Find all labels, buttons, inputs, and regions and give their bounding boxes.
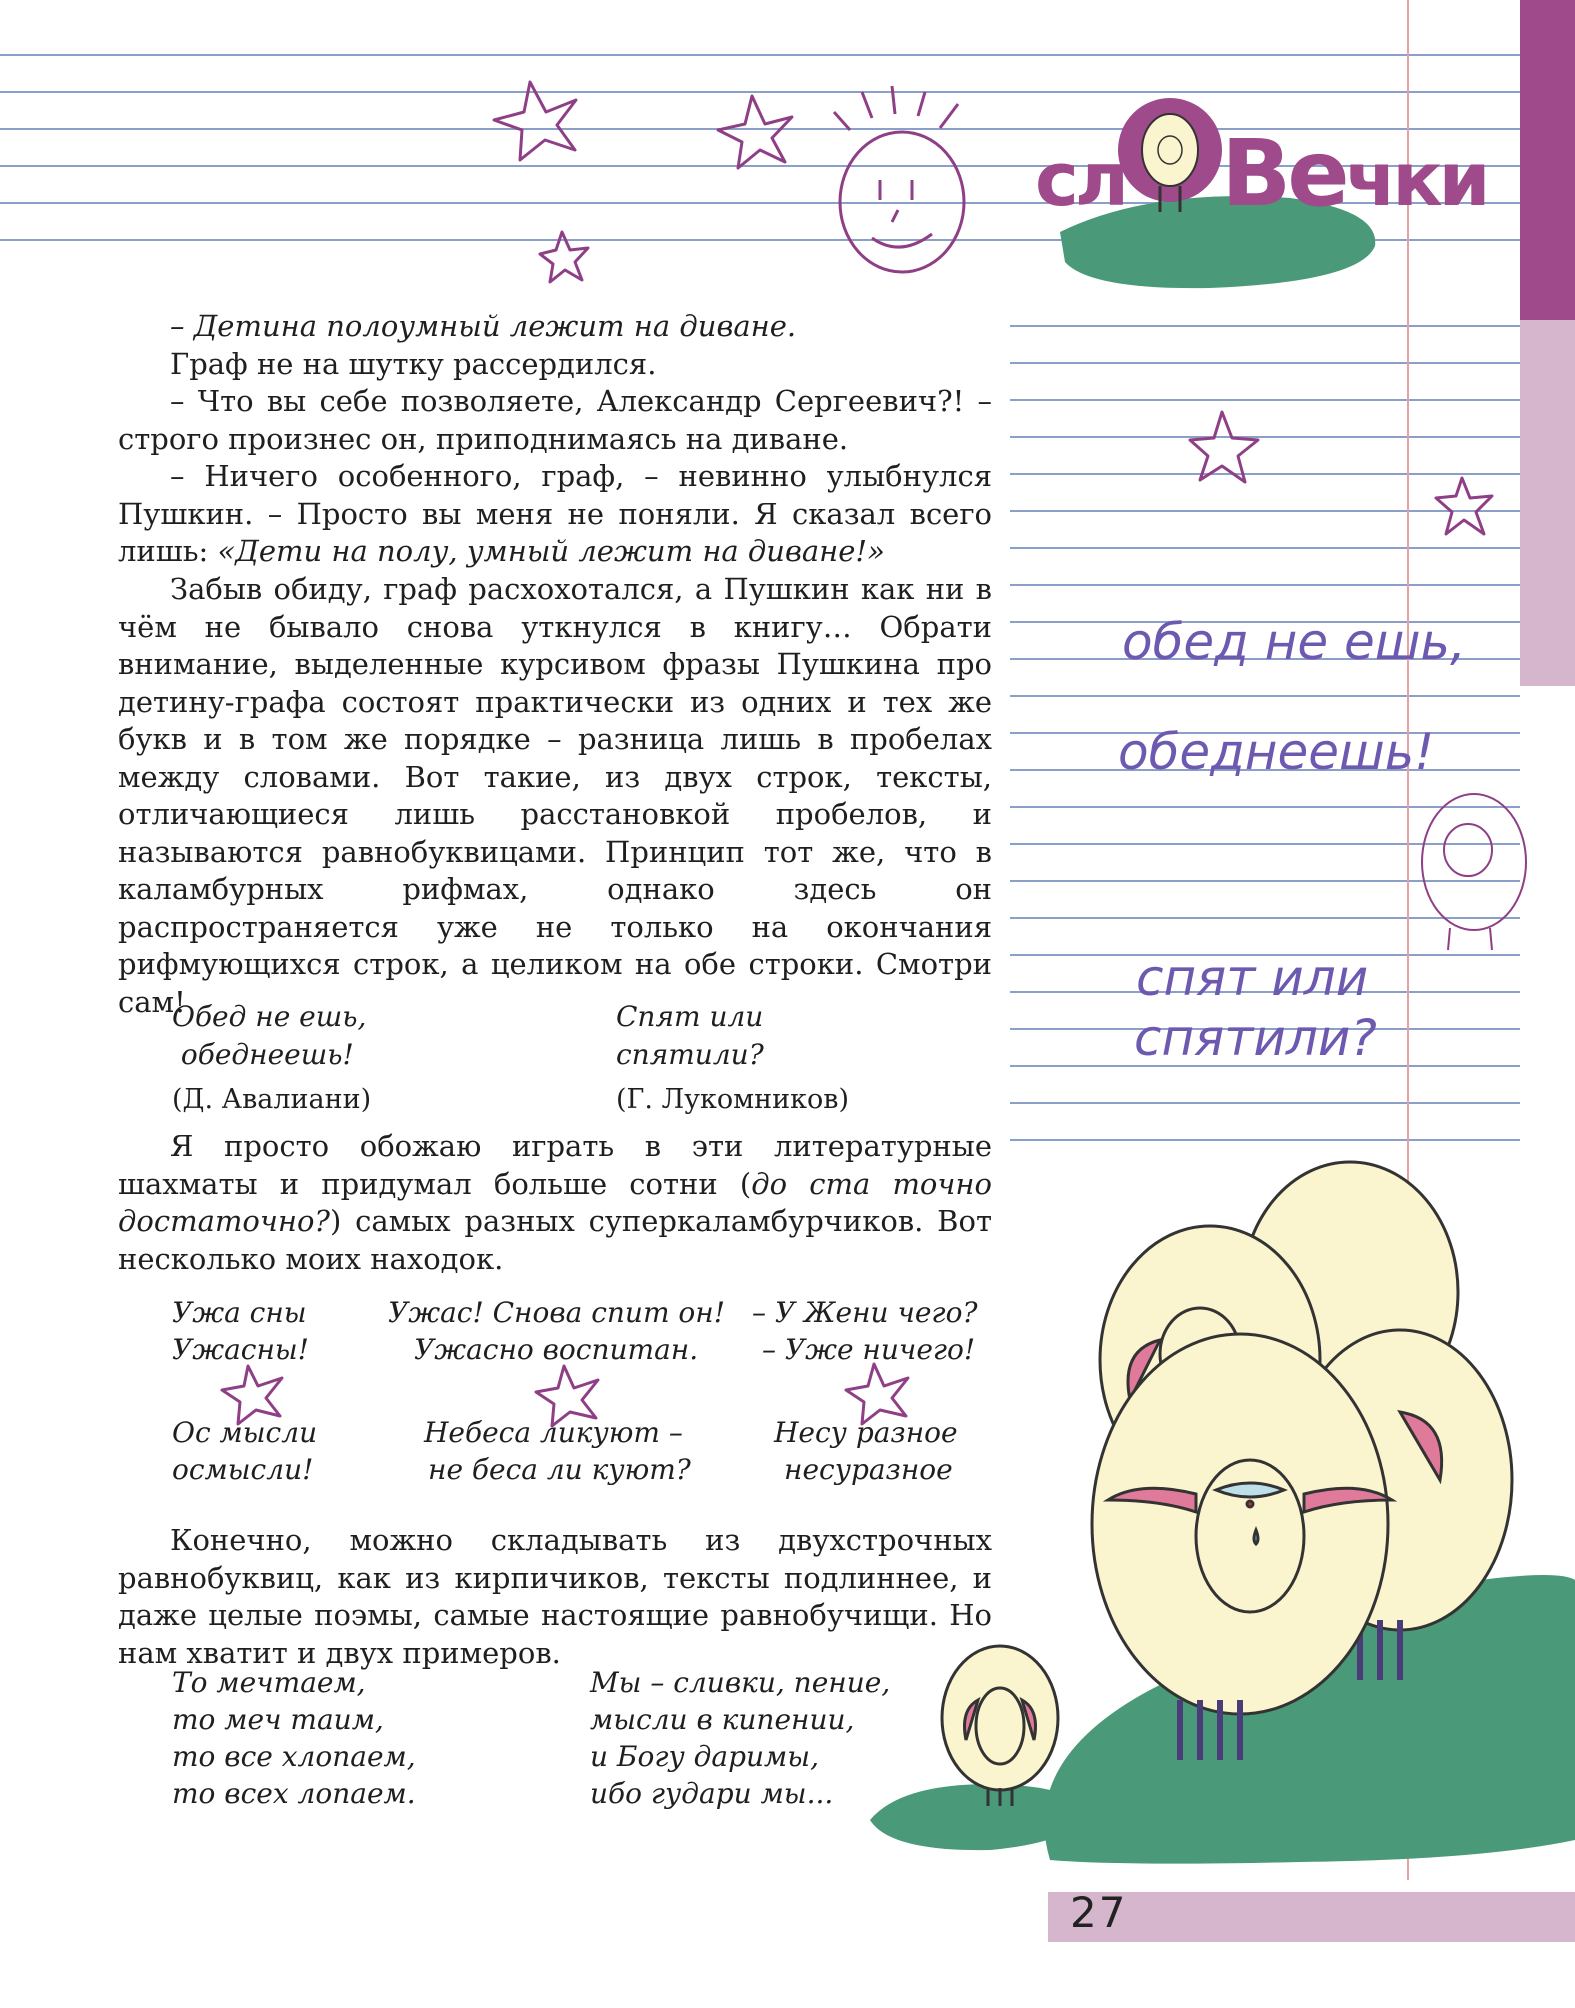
star-doodle-icon: [718, 96, 792, 168]
paragraph-4-quote: «Дети на полу, умный лежит на диване!»: [217, 534, 885, 568]
pun-r2c3-line-1: Несу разное: [774, 1416, 958, 1449]
paragraph-2: Граф не на шутку рассердился.: [170, 347, 657, 381]
paragraph-7: Конечно, можно складывать из двухстрочных равнобуквиц, как из кирпичиков, тексты подлиннее, и даже целые поэмы, самые настоящие равнобучищи. Но нам хватит и двух примеров.: [118, 1523, 992, 1670]
section-tab-dark: [1520, 0, 1575, 320]
pun-r1c2-line-2: Ужасно воспитан.: [414, 1333, 699, 1366]
paragraph-4: [118, 458, 992, 571]
pun-r1c1-line-2: Ужасны!: [172, 1333, 309, 1366]
example-1-author: (Д. Авалиани): [172, 1084, 372, 1115]
pun-r1c1-line-1: Ужа сны: [172, 1296, 307, 1329]
pun-r2c2-line-2: не беса ли куют?: [428, 1453, 691, 1486]
pun-r1c3-line-1: – У Жени чего?: [752, 1296, 978, 1329]
star-doodle-icon: [1436, 478, 1492, 534]
star-doodle-icon: [540, 232, 588, 282]
example-1-line-2: обеднеешь!: [172, 1038, 354, 1071]
example-2-author: (Г. Лукомников): [616, 1084, 849, 1115]
paragraph-6-text-a: Я просто обожаю играть в эти литературные шахматы и придумал больше сотни (: [118, 1129, 992, 1201]
star-doodle-icon: [494, 82, 576, 160]
logo-part-2: Ве: [1221, 120, 1346, 227]
handwritten-note-1-line-1: обед не ешь,: [1122, 613, 1466, 671]
star-doodle-icon: [1190, 412, 1258, 482]
paragraph-4-text: – Ничего особенного, граф, – невинно улыбнулся Пушкин. – Просто вы меня не поняли. Я сказал всего лишь:: [118, 459, 992, 568]
handwritten-note-1-line-2: обеднеешь!: [1118, 723, 1435, 781]
poem-left-line-2: то меч таим,: [172, 1703, 384, 1736]
paragraph-5: Забыв обиду, граф расхохотался, а Пушкин как ни в чём не бывало снова уткнулся в книгу… Обрати внимание, выделенные курсивом фразы Пушкина про детину-графа состоят практически из одних и тех же букв и в том же порядке – разница лишь в пробелах между словами. Вот такие, из двух строк, тексты, отличающиеся лишь расстановкой пробелов, и называются равнобуквицами. Принцип тот же, что в каламбурных рифмах, однако здесь он распространяется уже не только на окончания рифмующихся строк, а целиком на обе строки. Смотри сам!: [118, 572, 992, 1019]
example-2-line-2: спятили?: [616, 1038, 764, 1071]
poem-right-line-1: Мы – сливки, пение,: [590, 1666, 891, 1699]
example-2-line-1: Спят или: [616, 1000, 764, 1033]
page-number: 27: [1070, 1888, 1128, 1937]
poem-left-line-4: то всех лопаем.: [172, 1777, 416, 1810]
sheep-sketch-icon: [1422, 794, 1526, 950]
section-tab-light: [1520, 320, 1575, 686]
section-logo: [1035, 120, 1487, 227]
pun-r2c3-line-2: несуразное: [784, 1453, 953, 1486]
handwritten-note-2-line-1: спят или: [1136, 949, 1369, 1007]
handwritten-note-2-line-2: спятили?: [1134, 1009, 1377, 1067]
poem-left-line-3: то все хлопаем,: [172, 1740, 416, 1773]
paragraph-6-aside: до ста точно достаточно?: [118, 1166, 992, 1238]
logo-part-1: сл: [1035, 137, 1126, 223]
pun-r2c1-line-2: осмысли!: [172, 1453, 314, 1486]
paragraph-6: [118, 1128, 992, 1278]
pun-r2c2-line-1: Небеса ликуют –: [424, 1416, 683, 1449]
paragraph-1: – Детина полоумный лежит на диване.: [170, 309, 797, 343]
paragraph-6-text-c: ) самых разных суперкаламбурчиков. Вот несколько моих находок.: [118, 1204, 992, 1276]
pun-r2c1-line-1: Ос мысли: [172, 1416, 318, 1449]
poem-left-line-1: То мечтаем,: [172, 1666, 366, 1699]
poem-right-line-2: мысли в кипении,: [590, 1703, 855, 1736]
logo-part-3: чки: [1345, 137, 1487, 223]
smiley-face-icon: [834, 86, 964, 272]
example-1-line-1: Обед не ешь,: [172, 1000, 367, 1033]
pun-r1c3-line-2: – Уже ничего!: [762, 1333, 976, 1366]
poem-right-line-4: ибо гудари мы...: [590, 1777, 834, 1810]
pun-r1c2-line-1: Ужас! Снова спит он!: [388, 1296, 725, 1329]
poem-right-line-3: и Богу даримы,: [590, 1740, 819, 1773]
paragraph-3: – Что вы себе позволяете, Александр Сергеевич?! – строго произнес он, приподнимаясь на диване.: [118, 384, 992, 456]
